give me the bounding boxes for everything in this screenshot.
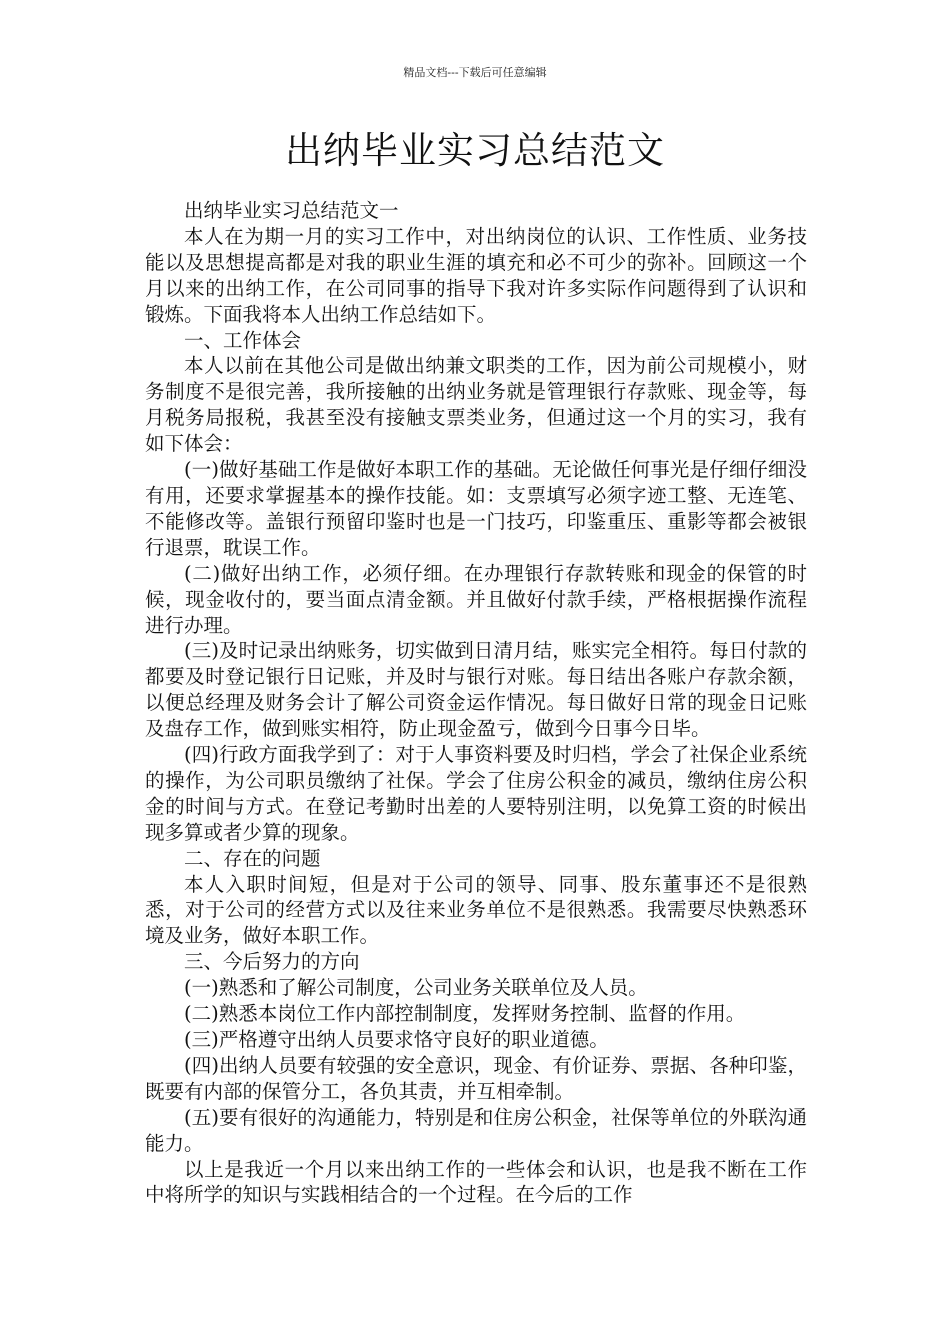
- body-paragraph: 本人以前在其他公司是做出纳兼文职类的工作，因为前公司规模小，财务制度不是很完善，我所接触的出纳业务就是管理银行存款账、现金等，每月税务局报税，我甚至没有接触支票类业务，但通过这一个月的实习，我有如下体会：: [145, 354, 807, 456]
- document-title: 出纳毕业实习总结范文: [285, 129, 665, 172]
- body-paragraph: 本人入职时间短，但是对于公司的领导、同事、股东董事还不是很熟悉，对于公司的经营方式以及往来业务单位不是很熟悉。我需要尽快熟悉环境及业务，做好本职工作。: [145, 872, 807, 948]
- document-body: [145, 198, 807, 1208]
- subtitle-paragraph: 出纳毕业实习总结范文一: [184, 199, 399, 222]
- section-heading-3: 三、今后努力的方向: [184, 950, 360, 974]
- header-note: 精品文档---下载后可任意编辑: [403, 66, 547, 79]
- list-item-paragraph: (四)行政方面我学到了：对于人事资料要及时归档，学会了社保企业系统的操作，为公司职员缴纳了社保。学会了住房公积金的减员，缴纳住房公积金的时间与方式。在登记考勤时出差的人要特别注明，以免算工资的时候出现多算或者少算的现象。: [145, 743, 807, 844]
- list-item-paragraph: (四)出纳人员要有较强的安全意识，现金、有价证券、票据、各种印鉴，既要有内部的保管分工，各负其责，并互相牵制。: [145, 1053, 807, 1103]
- closing-paragraph: 以上是我近一个月以来出纳工作的一些体会和认识，也是我不断在工作中将所学的知识与实践相结合的一个过程。在今后的工作: [145, 1157, 807, 1207]
- list-item-paragraph: (二)熟悉本岗位工作内部控制制度，发挥财务控制、监督的作用。: [184, 1002, 746, 1026]
- list-item-paragraph: (三)严格遵守出纳人员要求恪守良好的职业道德。: [184, 1028, 609, 1051]
- list-item-paragraph: (五)要有很好的沟通能力，特别是和住房公积金，社保等单位的外联沟通能力。: [145, 1105, 807, 1155]
- list-item-paragraph: (一)做好基础工作是做好本职工作的基础。无论做任何事光是仔细仔细没有用，还要求掌握基本的操作技能。如：支票填写必须字迹工整、无连笔、不能修改等。盖银行预留印鉴时也是一门技巧，印鉴重压、重影等都会被银行退票，耽误工作。: [145, 458, 807, 559]
- section-heading-2: 二、存在的问题: [184, 846, 321, 870]
- intro-paragraph: 本人在为期一月的实习工作中，对出纳岗位的认识、工作性质、业务技能以及思想提高都是对我的职业生涯的填充和必不可少的弥补。回顾这一个月以来的出纳工作，在公司同事的指导下我对许多实际作问题得到了认识和锻炼。下面我将本人出纳工作总结如下。: [145, 224, 807, 326]
- list-item-paragraph: (一)熟悉和了解公司制度，公司业务关联单位及人员。: [184, 976, 648, 1000]
- list-item-paragraph: (二)做好出纳工作，必须仔细。在办理银行存款转账和现金的保管的时候，现金收付的，要当面点清金额。并且做好付款手续，严格根据操作流程进行办理。: [145, 561, 807, 637]
- list-item-paragraph: (三)及时记录出纳账务，切实做到日清月结，账实完全相符。每日付款的都要及时登记银行日记账，并及时与银行对账。每日结出各账户存款余额，以便总经理及财务会计了解公司资金运作情况。每日做好日常的现金日记账及盘存工作，做到账实相符，防止现金盈亏，做到今日事今日毕。: [145, 639, 807, 741]
- section-heading-1: 一、工作体会: [184, 328, 302, 352]
